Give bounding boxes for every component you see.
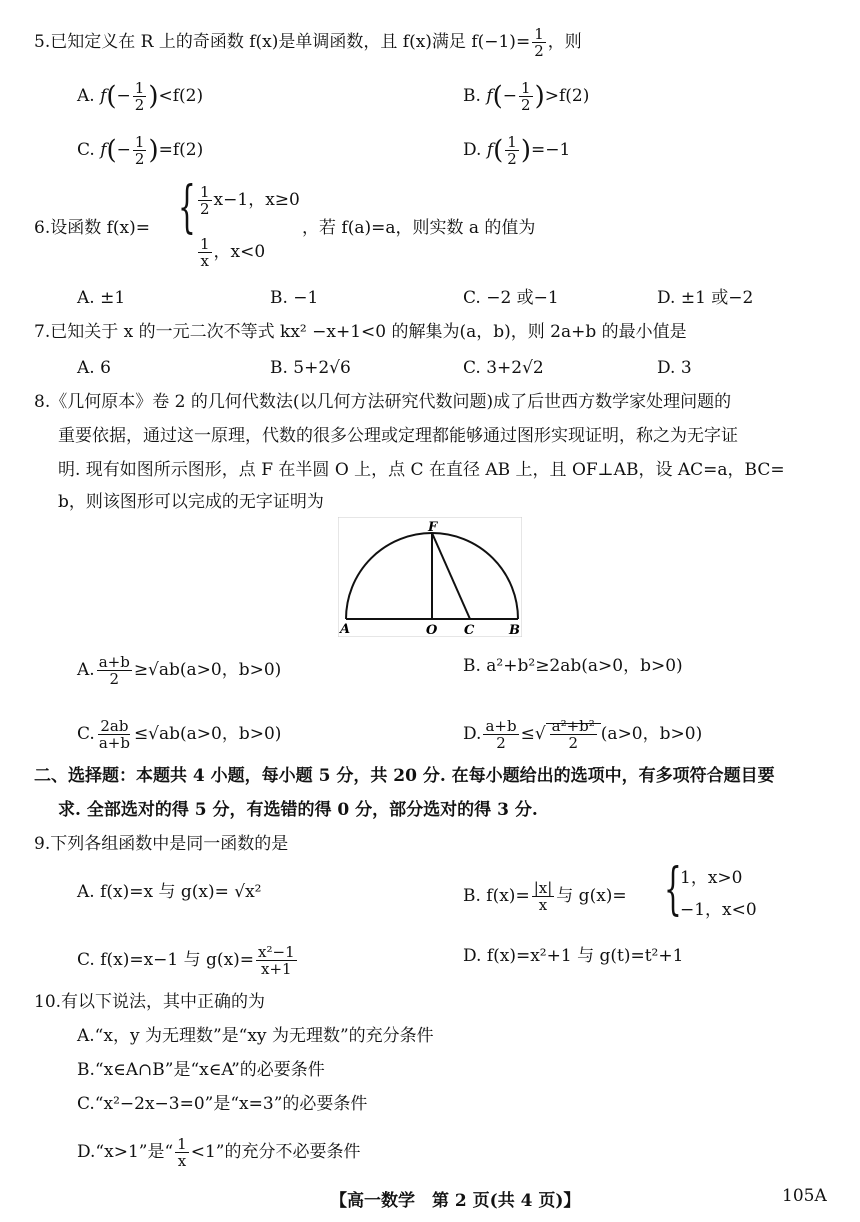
- q9-option-b: B. f(x)= $\frac{|x|}{x}$ 与 g(x)=: [463, 879, 627, 914]
- q8-option-d: D. $\frac{a+b}{2}$ ≤√ $\frac{\text{a²+b²}}{2}$ (a>0，b>0): [463, 717, 703, 752]
- q6-stem-end: ，若 f(a)=a，则实数 a 的值为: [302, 218, 536, 238]
- q9-option-d: D. f(x)=x²+1 与 g(t)=t²+1: [463, 946, 684, 966]
- q7-option-c: C. 3+2√2: [463, 358, 544, 378]
- q5-stem: 5.已知定义在 R 上的奇函数 f(x)是单调函数，且 f(x)满足 f(−1)= $\frac{1}{2}$ ，则: [34, 25, 582, 60]
- q8-line-3: 明. 现有如图所示图形，点 F 在半圆 O 上，点 C 在直径 AB 上，且 OF⊥AB，设 AC=a，BC=: [58, 460, 785, 480]
- section-2-heading-cont: 求. 全部选对的得 5 分，有选错的得 0 分，部分选对的得 3 分.: [58, 800, 538, 820]
- q6-stem: 6.设函数 f(x)=: [34, 218, 151, 238]
- q5-option-a: A. f(− $\frac{1}{2}$ )<f(2): [77, 79, 204, 114]
- q6-option-b: B. −1: [270, 288, 319, 308]
- q8-option-c: C. $\frac{2ab}{a+b}$ ≤√ab(a>0，b>0): [77, 717, 282, 752]
- q5-option-d: D. f( $\frac{1}{2}$ )=−1: [463, 133, 571, 168]
- q9-option-c: C. f(x)=x−1 与 g(x)= $\frac{\text{x²−1}}{x+1}$: [77, 943, 295, 978]
- q10-option-d: D.“x>1”是“ $\frac{1}{x}$ <1”的充分不必要条件: [77, 1135, 361, 1170]
- q8-option-b: B. a²+b²≥2ab(a>0，b>0): [463, 656, 683, 676]
- q7-option-a: A. 6: [77, 358, 111, 378]
- q10-stem: 10.有以下说法，其中正确的为: [34, 992, 266, 1012]
- q6-piece-2: $\frac{1}{x}$ ，x<0: [200, 235, 266, 270]
- q7-option-b: B. 5+2√6: [270, 358, 351, 378]
- section-2-heading: 二、选择题：本题共 4 小题，每小题 5 分，共 20 分. 在每小题给出的选项中，有多项符合题目要: [34, 766, 775, 786]
- q7-option-d: D. 3: [657, 358, 692, 378]
- q6-option-a: A. ±1: [77, 288, 126, 308]
- label-b: B: [509, 623, 520, 637]
- q9-stem: 9.下列各组函数中是同一函数的是: [34, 834, 289, 854]
- q6-option-d: D. ±1 或−2: [657, 288, 754, 308]
- q5-option-c: C. f(− $\frac{1}{2}$ )=f(2): [77, 133, 204, 168]
- q7-stem: 7.已知关于 x 的一元二次不等式 kx² −x+1<0 的解集为(a，b)，则 2a+b 的最小值是: [34, 322, 687, 342]
- q8-line-4: b，则该图形可以完成的无字证明为: [58, 492, 324, 512]
- segment-fc: [432, 533, 470, 619]
- q9-option-a: A. f(x)=x 与 g(x)= √x²: [77, 882, 262, 902]
- label-f: F: [428, 520, 438, 535]
- label-c: C: [464, 623, 475, 637]
- q9-b-piece-1: 1，x>0: [680, 868, 743, 888]
- q6-option-c: C. −2 或−1: [463, 288, 559, 308]
- q5-option-b: B. f(− $\frac{1}{2}$ )>f(2): [463, 79, 590, 114]
- q8-line-2: 重要依据，通过这一原理，代数的很多公理或定理都能够通过图形实现证明，称之为无字证: [58, 426, 738, 446]
- q10-option-b: B.“x∈A∩B”是“x∈A”的必要条件: [77, 1060, 325, 1080]
- label-o: O: [426, 623, 438, 637]
- page-footer: 【高一数学 第 2 页(共 4 页)】: [330, 1191, 581, 1211]
- q6-brace: {: [178, 175, 196, 240]
- q9-b-piece-2: −1，x<0: [680, 900, 757, 920]
- q8-semicircle-figure: [338, 517, 522, 637]
- q10-option-c: C.“x²−2x−3=0”是“x=3”的必要条件: [77, 1094, 368, 1114]
- q8-line-1: 8.《几何原本》卷 2 的几何代数法(以几何方法研究代数问题)成了后世西方数学家处理问题的: [34, 392, 732, 412]
- q5-stem-fraction: $\frac{1}{2}$: [534, 25, 544, 60]
- q8-option-a: A. $\frac{a+b}{2}$ ≥√ab(a>0，b>0): [77, 653, 282, 688]
- q9-b-brace: {: [664, 857, 682, 922]
- paper-code: 105A: [782, 1186, 827, 1206]
- label-a: A: [340, 622, 351, 637]
- q6-piece-1: $\frac{1}{2}$ x−1，x≥0: [200, 183, 300, 218]
- q10-option-a: A.“x，y 为无理数”是“xy 为无理数”的充分条件: [77, 1026, 434, 1046]
